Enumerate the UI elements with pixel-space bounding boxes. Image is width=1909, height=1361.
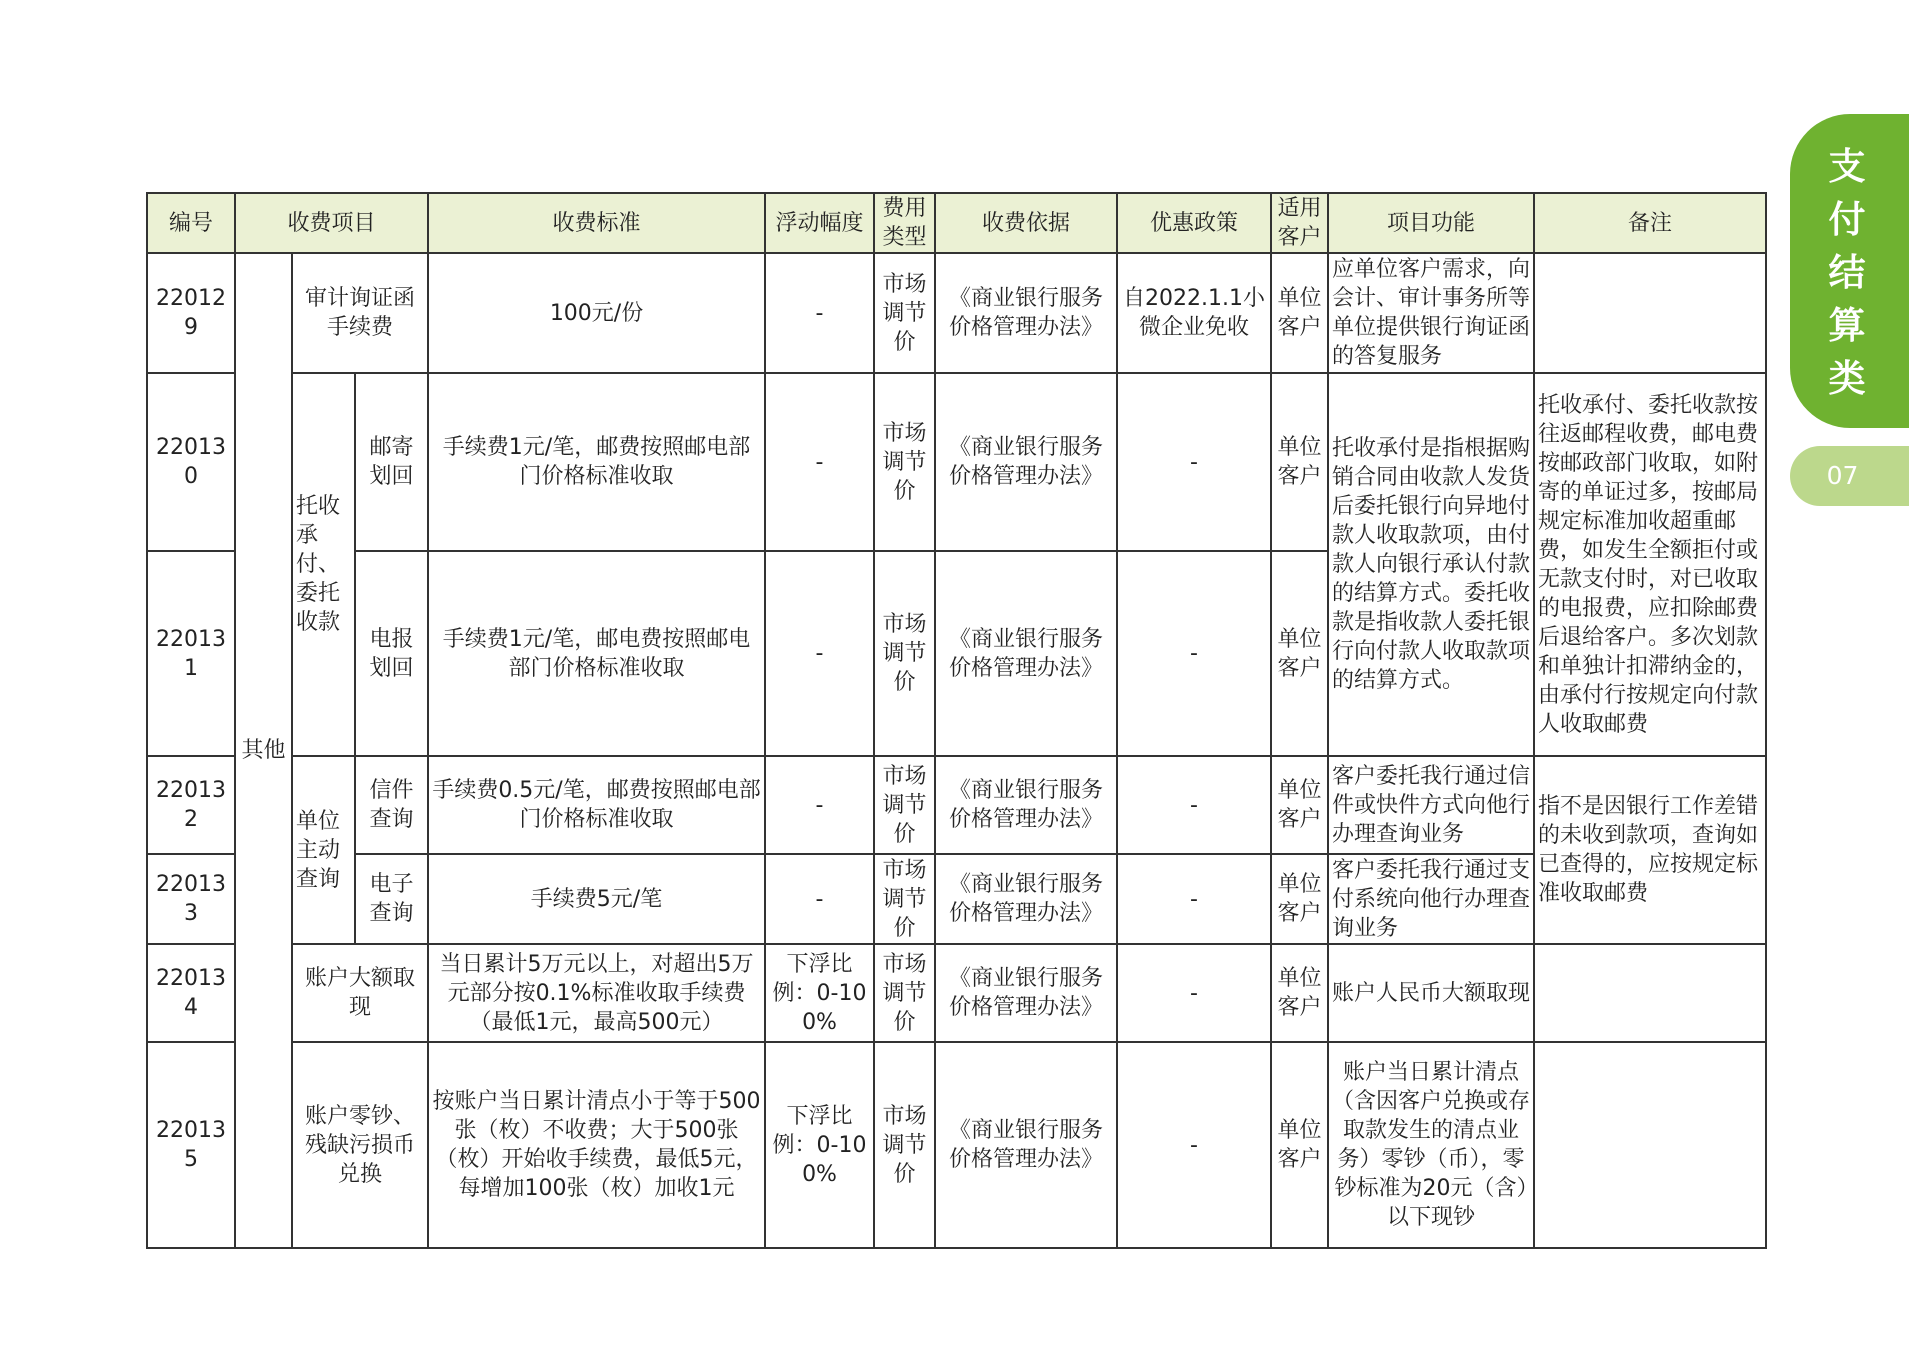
- row-float: -: [765, 756, 874, 854]
- fee-table: [146, 192, 1767, 1249]
- row-function: 客户委托我行通过支付系统向他行办理查询业务: [1328, 854, 1534, 944]
- table-header-row: [147, 193, 1766, 253]
- row-basis: 《商业银行服务价格管理办法》: [935, 551, 1117, 756]
- row-standard: 手续费1元/笔，邮费按照邮电部门价格标准收取: [428, 373, 765, 551]
- row-basis: 《商业银行服务价格管理办法》: [935, 253, 1117, 373]
- row-code: 220132: [147, 756, 235, 854]
- row-standard: 手续费1元/笔，邮电费按照邮电部门价格标准收取: [428, 551, 765, 756]
- section-tab-char: 支: [1828, 145, 1866, 188]
- row-fee-type: 市场调节价: [874, 551, 935, 756]
- header-policy: 优惠政策: [1117, 193, 1271, 253]
- row-item: 账户零钞、残缺污损币兑换: [292, 1042, 428, 1248]
- row-customer: 单位客户: [1271, 551, 1328, 756]
- subgroup-danwei: 单位主动查询: [292, 756, 355, 944]
- header-basis: 收费依据: [935, 193, 1117, 253]
- header-float: 浮动幅度: [765, 193, 874, 253]
- header-item: 收费项目: [235, 193, 428, 253]
- row-function: 应单位客户需求，向会计、审计事务所等单位提供银行询证函的答复服务: [1328, 253, 1534, 373]
- row-float: -: [765, 551, 874, 756]
- row-code: 220130: [147, 373, 235, 551]
- section-tab-char: 类: [1828, 357, 1866, 400]
- row-basis: 《商业银行服务价格管理办法》: [935, 854, 1117, 944]
- row-basis: 《商业银行服务价格管理办法》: [935, 944, 1117, 1042]
- subgroup-tuoshou: 托收承付、委托收款: [292, 373, 355, 756]
- section-tab-label: [1812, 140, 1882, 405]
- table-row: [147, 373, 1766, 551]
- row-customer: 单位客户: [1271, 253, 1328, 373]
- row-fee-type: 市场调节价: [874, 944, 935, 1042]
- header-customer: 适用客户: [1271, 193, 1328, 253]
- row-fee-type: 市场调节价: [874, 756, 935, 854]
- row-policy: 自2022.1.1小微企业免收: [1117, 253, 1271, 373]
- table-row: [147, 944, 1766, 1042]
- group-label: 其他: [235, 253, 292, 1248]
- row-fee-type: 市场调节价: [874, 1042, 935, 1248]
- row-remark: [1534, 944, 1766, 1042]
- row-standard: 100元/份: [428, 253, 765, 373]
- table-row: [147, 1042, 1766, 1248]
- section-tab-char: 付: [1828, 198, 1866, 241]
- row-customer: 单位客户: [1271, 944, 1328, 1042]
- row-policy: -: [1117, 1042, 1271, 1248]
- row-customer: 单位客户: [1271, 1042, 1328, 1248]
- row-customer: 单位客户: [1271, 756, 1328, 854]
- row-code: 220133: [147, 854, 235, 944]
- row-float: -: [765, 854, 874, 944]
- row-code: 220129: [147, 253, 235, 373]
- tuoshou-remark: 托收承付、委托收款按往返邮程收费，邮电费按邮政部门收取，如附寄的单证过多，按邮局规定标准加收超重邮费，如发生全额拒付或无款支付时，对已收取的电报费，应扣除邮费后退给客户。多次划款和单独计扣滞纳金的，由承付行按规定向付款人收取邮费: [1534, 373, 1766, 756]
- row-item: 电报划回: [355, 551, 428, 756]
- header-remark: 备注: [1534, 193, 1766, 253]
- row-remark: [1534, 1042, 1766, 1248]
- row-function: 账户当日累计清点（含因客户兑换或存取款发生的清点业务）零钞（币），零钞标准为20元（含）以下现钞: [1328, 1042, 1534, 1248]
- row-standard: 手续费0.5元/笔，邮费按照邮电部门价格标准收取: [428, 756, 765, 854]
- row-policy: -: [1117, 756, 1271, 854]
- query-remark: 指不是因银行工作差错的未收到款项，查询如已查得的，应按规定标准收取邮费: [1534, 756, 1766, 944]
- row-item: 账户大额取现: [292, 944, 428, 1042]
- row-policy: -: [1117, 854, 1271, 944]
- row-item: 电子查询: [355, 854, 428, 944]
- row-float: -: [765, 253, 874, 373]
- page-number: 07: [1790, 446, 1909, 506]
- row-policy: -: [1117, 944, 1271, 1042]
- header-fee-type: 费用类型: [874, 193, 935, 253]
- section-tab-char: 算: [1828, 304, 1866, 347]
- row-code: 220135: [147, 1042, 235, 1248]
- row-code: 220134: [147, 944, 235, 1042]
- row-float: 下浮比例：0-100%: [765, 1042, 874, 1248]
- row-item: 审计询证函手续费: [292, 253, 428, 373]
- row-float: 下浮比例：0-100%: [765, 944, 874, 1042]
- row-customer: 单位客户: [1271, 373, 1328, 551]
- header-standard: 收费标准: [428, 193, 765, 253]
- row-policy: -: [1117, 551, 1271, 756]
- row-item: 邮寄划回: [355, 373, 428, 551]
- table-row: [147, 854, 1766, 944]
- row-function: 账户人民币大额取现: [1328, 944, 1534, 1042]
- tuoshou-function: 托收承付是指根据购销合同由收款人发货后委托银行向异地付款人收取款项，由付款人向银行承认付款的结算方式。委托收款是指收款人委托银行向付款人收取款项的结算方式。: [1328, 373, 1534, 756]
- row-function: 客户委托我行通过信件或快件方式向他行办理查询业务: [1328, 756, 1534, 854]
- row-item: 信件查询: [355, 756, 428, 854]
- row-float: -: [765, 373, 874, 551]
- row-customer: 单位客户: [1271, 854, 1328, 944]
- row-basis: 《商业银行服务价格管理办法》: [935, 756, 1117, 854]
- row-policy: -: [1117, 373, 1271, 551]
- row-code: 220131: [147, 551, 235, 756]
- row-standard: 当日累计5万元以上，对超出5万元部分按0.1%标准收取手续费（最低1元，最高500元）: [428, 944, 765, 1042]
- header-code: 编号: [147, 193, 235, 253]
- row-standard: 按账户当日累计清点小于等于500张（枚）不收费；大于500张（枚）开始收手续费，最低5元，每增加100张（枚）加收1元: [428, 1042, 765, 1248]
- row-remark: [1534, 253, 1766, 373]
- header-function: 项目功能: [1328, 193, 1534, 253]
- row-basis: 《商业银行服务价格管理办法》: [935, 1042, 1117, 1248]
- row-standard: 手续费5元/笔: [428, 854, 765, 944]
- table-row: [147, 253, 1766, 373]
- row-fee-type: 市场调节价: [874, 854, 935, 944]
- row-fee-type: 市场调节价: [874, 373, 935, 551]
- row-basis: 《商业银行服务价格管理办法》: [935, 373, 1117, 551]
- table-row: [147, 756, 1766, 854]
- row-fee-type: 市场调节价: [874, 253, 935, 373]
- section-tab-char: 结: [1828, 251, 1866, 294]
